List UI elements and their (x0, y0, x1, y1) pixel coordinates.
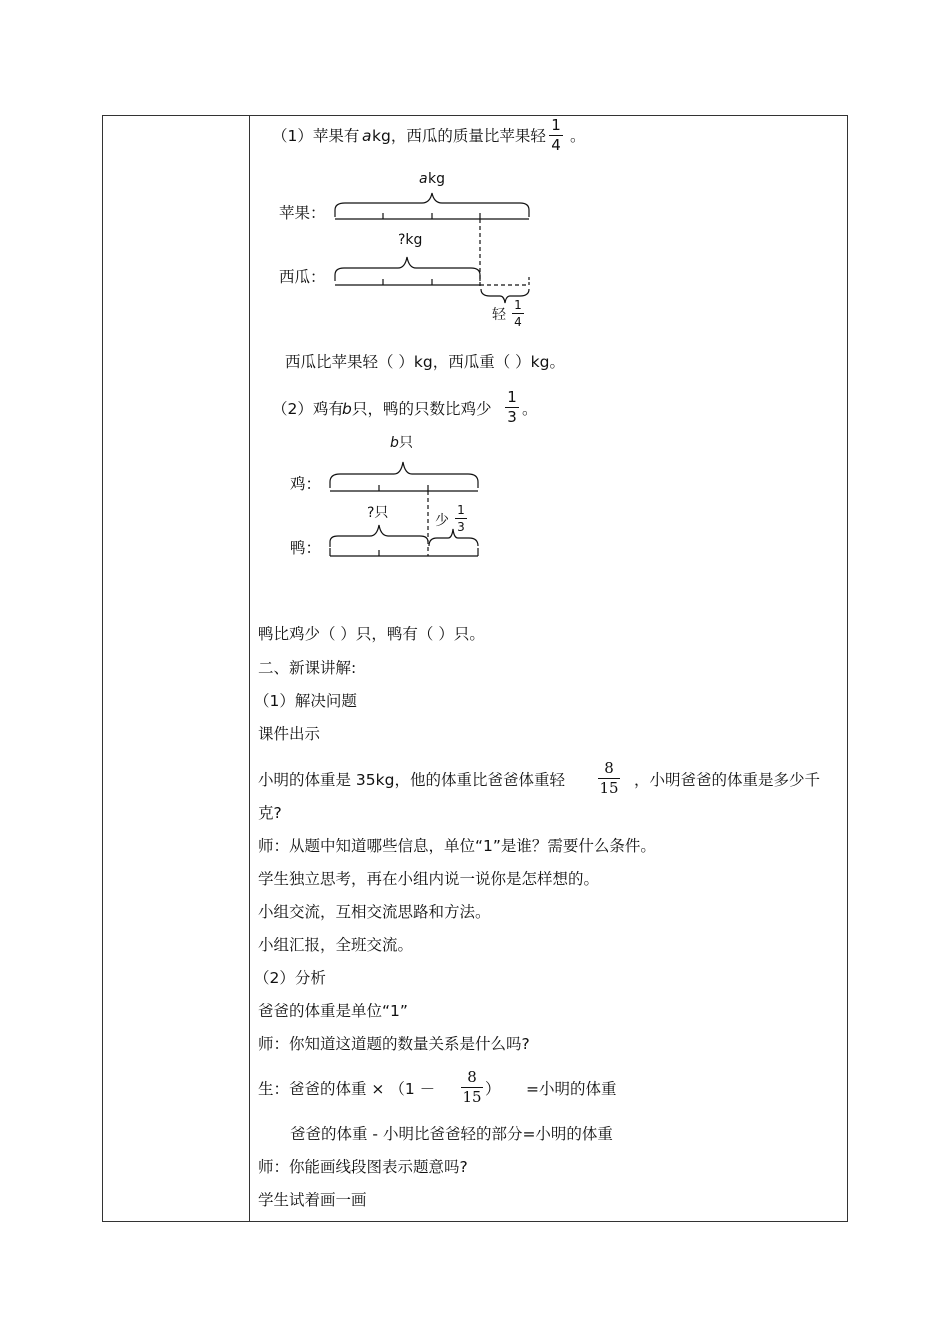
apple-top-unit: kg (428, 171, 445, 187)
teacher-line-2: 师：你知道这道题的数量关系是什么吗? (258, 1035, 530, 1053)
duck-question-label: ?只 (367, 505, 389, 521)
question-fraction (598, 761, 620, 796)
apple-top-var: a (419, 171, 428, 187)
problem1-frac-num: 1 (551, 116, 561, 134)
teacher-line-3: 师：你能画线段图表示题意吗? (258, 1158, 468, 1176)
problem2-prefix: （2）鸡有 (272, 400, 344, 418)
chicken-top-brace (330, 462, 478, 488)
light-frac-num: 1 (514, 298, 522, 312)
courseware-line: 课件出示 (258, 725, 321, 743)
problem2-end: 。 (522, 400, 538, 418)
less-frac-den: 3 (457, 520, 465, 534)
equation1-result: =小明的体重 (526, 1080, 617, 1098)
apple-label: 苹果： (279, 204, 326, 222)
equation1-fraction (461, 1070, 483, 1105)
light-brace (481, 289, 529, 303)
eq1-frac-den: 15 (462, 1088, 482, 1106)
light-label: 轻 (492, 307, 506, 323)
student-draw-line: 学生试着画一画 (258, 1191, 367, 1209)
question-part1: 小明的体重是 35kg，他的体重比爸爸体重轻 (258, 771, 565, 789)
eq1-frac-num: 8 (467, 1068, 477, 1086)
problem2-frac-den: 3 (507, 408, 517, 426)
equation1-close: ） (485, 1080, 501, 1098)
problem1-frac-den: 4 (551, 136, 561, 154)
problem1-end: 。 (570, 127, 586, 145)
teacher-line-1: 师：从题中知道哪些信息，单位“1”是谁？需要什么条件。 (258, 837, 656, 855)
problem2-mid: 只，鸭的只数比鸡少 (352, 400, 492, 418)
sub-heading-2: （2）分析 (254, 969, 326, 987)
chicken-top-unit: 只 (399, 435, 413, 451)
duck-top-brace (330, 525, 428, 547)
duck-label: 鸭： (290, 539, 322, 557)
question-frac-den: 15 (599, 779, 619, 797)
problem1-prefix: （1）苹果有 (272, 127, 360, 145)
less-brace (429, 529, 478, 546)
less-fraction (455, 504, 467, 533)
chicken-top-var: b (390, 435, 399, 451)
melon-label: 西瓜： (279, 268, 326, 286)
frac-bar (455, 518, 467, 519)
section-title: 二、新课讲解: (258, 659, 357, 677)
problem1-mid: kg，西瓜的质量比苹果轻 (372, 127, 546, 145)
less-label: 少 (435, 513, 449, 529)
group-report-line: 小组汇报，全班交流。 (258, 936, 414, 954)
problem2-fraction (505, 390, 519, 425)
sub-heading-1: （1）解决问题 (254, 692, 357, 710)
student-think-line: 学生独立思考，再在小组内说一说你是怎样想的。 (258, 870, 600, 888)
question-part2: ，小明爸爸的体重是多少千 (634, 771, 821, 789)
melon-top-brace (335, 257, 480, 281)
equation2: 爸爸的体重 - 小明比爸爸轻的部分=小明的体重 (290, 1125, 613, 1143)
problem2-frac-num: 1 (507, 388, 517, 406)
problem2-answer: 鸭比鸡少（ ）只，鸭有（ ）只。 (258, 625, 485, 643)
question-frac-num: 8 (604, 759, 614, 777)
problem1-answer: 西瓜比苹果轻（ ）kg，西瓜重（ ）kg。 (285, 353, 565, 371)
less-frac-num: 1 (457, 503, 465, 517)
question-part3: 克? (258, 804, 282, 822)
equation1-prefix: 生：爸爸的体重 × （1 － (258, 1080, 436, 1098)
light-frac-den: 4 (514, 315, 522, 329)
melon-question-label: ?kg (398, 232, 423, 248)
problem2-var: b (342, 400, 352, 418)
chicken-label: 鸡： (290, 475, 322, 493)
unit-one-line: 爸爸的体重是单位“1” (258, 1002, 408, 1020)
group-talk-line: 小组交流，互相交流思路和方法。 (258, 903, 491, 921)
problem1-var: a (362, 127, 372, 145)
